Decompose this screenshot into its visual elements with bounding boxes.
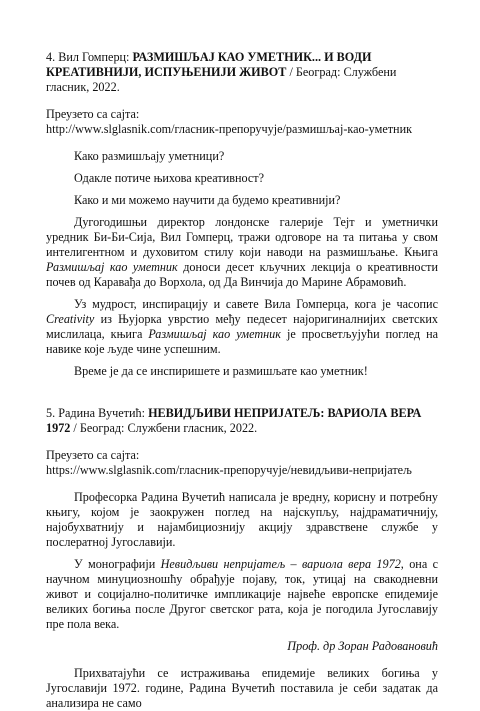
question-2: Одакле потиче њихова креативност? — [74, 171, 265, 185]
paragraph-1 — [46, 215, 438, 290]
signature — [46, 639, 438, 654]
book-heading — [46, 50, 438, 95]
paragraph-1: Професорка Радина Вучетић написала је вредну, корисну и потребну књигу, којом је заокружен поглед на најскупљу, најдраматичнију, најобухватнију и најамбициознију акцију здравствене службе у послератној Југославији. — [46, 490, 438, 549]
author-name: Вил Гомперц: — [58, 50, 130, 64]
source-url: https://www.slglasnik.com/гласник-препоручује/невидљиви-непријатељ — [46, 463, 412, 477]
question-3: Како и ми можемо научити да будемо креативнији? — [74, 193, 341, 207]
source-url: http://www.slglasnik.com/гласник-препоручује/размишљај-као-уметник — [46, 122, 413, 136]
publisher-info: / Београд: Службени гласник, 2022. — [70, 421, 258, 435]
book-title-italic: Размишљај као уметник — [148, 327, 281, 341]
paragraph-text: , она с научном минуциозношћу обрађује појаву, ток, утицај на свакодневни живот и социјално-политичке импликације највеће европске епидемије великих богиња после Другог светског рата, која је погодила Југославију пре пола века. — [46, 557, 438, 631]
entry-number: 5. — [46, 406, 56, 420]
source-label: Преузето са сајта: — [46, 448, 140, 462]
book-heading — [46, 406, 438, 436]
paragraph-text: У монографији — [74, 557, 161, 571]
paragraph-2 — [46, 557, 438, 632]
paragraph-3: Прихватајући се истраживања епидемије великих богиња у Југославији 1972. године, Радина Вучетић поставила је себи задатак да анализира не само — [46, 666, 438, 710]
paragraph-text: Уз мудрост, инспирацију и савете Вила Гомперца, кога је часопис — [74, 297, 438, 311]
magazine-title-italic: Creativity — [46, 312, 95, 326]
paragraph-3: Време је да се инспиришете и размишљате као уметник! — [74, 364, 368, 378]
author-name: Радина Вучетић: — [58, 406, 146, 420]
signature-text: Проф. др Зоран Радовановић — [287, 639, 438, 653]
book-title-italic: Размишљај као уметник — [46, 260, 178, 274]
book-title-italic: Невидљиви непријатељ – вариола вера 1972 — [160, 557, 401, 571]
book-entry-5 — [46, 406, 438, 711]
paragraph-text: Дугогодишњи директор лондонске галерије Тејт и уметнички уредник Би-Би-Сија, Вил Гомперц, тражи одговоре на та питања у свом интелигентном и духовитом стилу који наводи на размишљање. Књига — [46, 215, 438, 259]
paragraph-2 — [46, 297, 438, 357]
book-entry-4 — [46, 50, 438, 379]
book-title: НЕВИДЉИВИ НЕПРИЈАТЕЉ: ВАРИОЛА ВЕРА 1972 — [46, 406, 422, 435]
paragraph-text: је просветљујући поглед на навике које људе чине успешним. — [46, 327, 438, 356]
book-title: РАЗМИШЉАЈ КАО УМЕТНИК... И ВОДИ КРЕАТИВНИЈИ, ИСПУЊЕНИЈИ ЖИВОТ — [46, 50, 372, 79]
question-1: Како размишљају уметници? — [74, 149, 225, 163]
paragraph-text: доноси десет кључних лекција о креативности почев од Каравађа до Ворхола, од Да Винчија до Марине Абрамовић. — [46, 260, 438, 289]
entry-number: 4. — [46, 50, 56, 64]
publisher-info: / Београд: Службени гласник, 2022. — [46, 65, 397, 94]
paragraph-text: из Њујорка уврстио међу педесет најоригиналнијих светских мислилаца, књига — [46, 312, 438, 341]
source-label: Преузето са сајта: — [46, 107, 140, 121]
